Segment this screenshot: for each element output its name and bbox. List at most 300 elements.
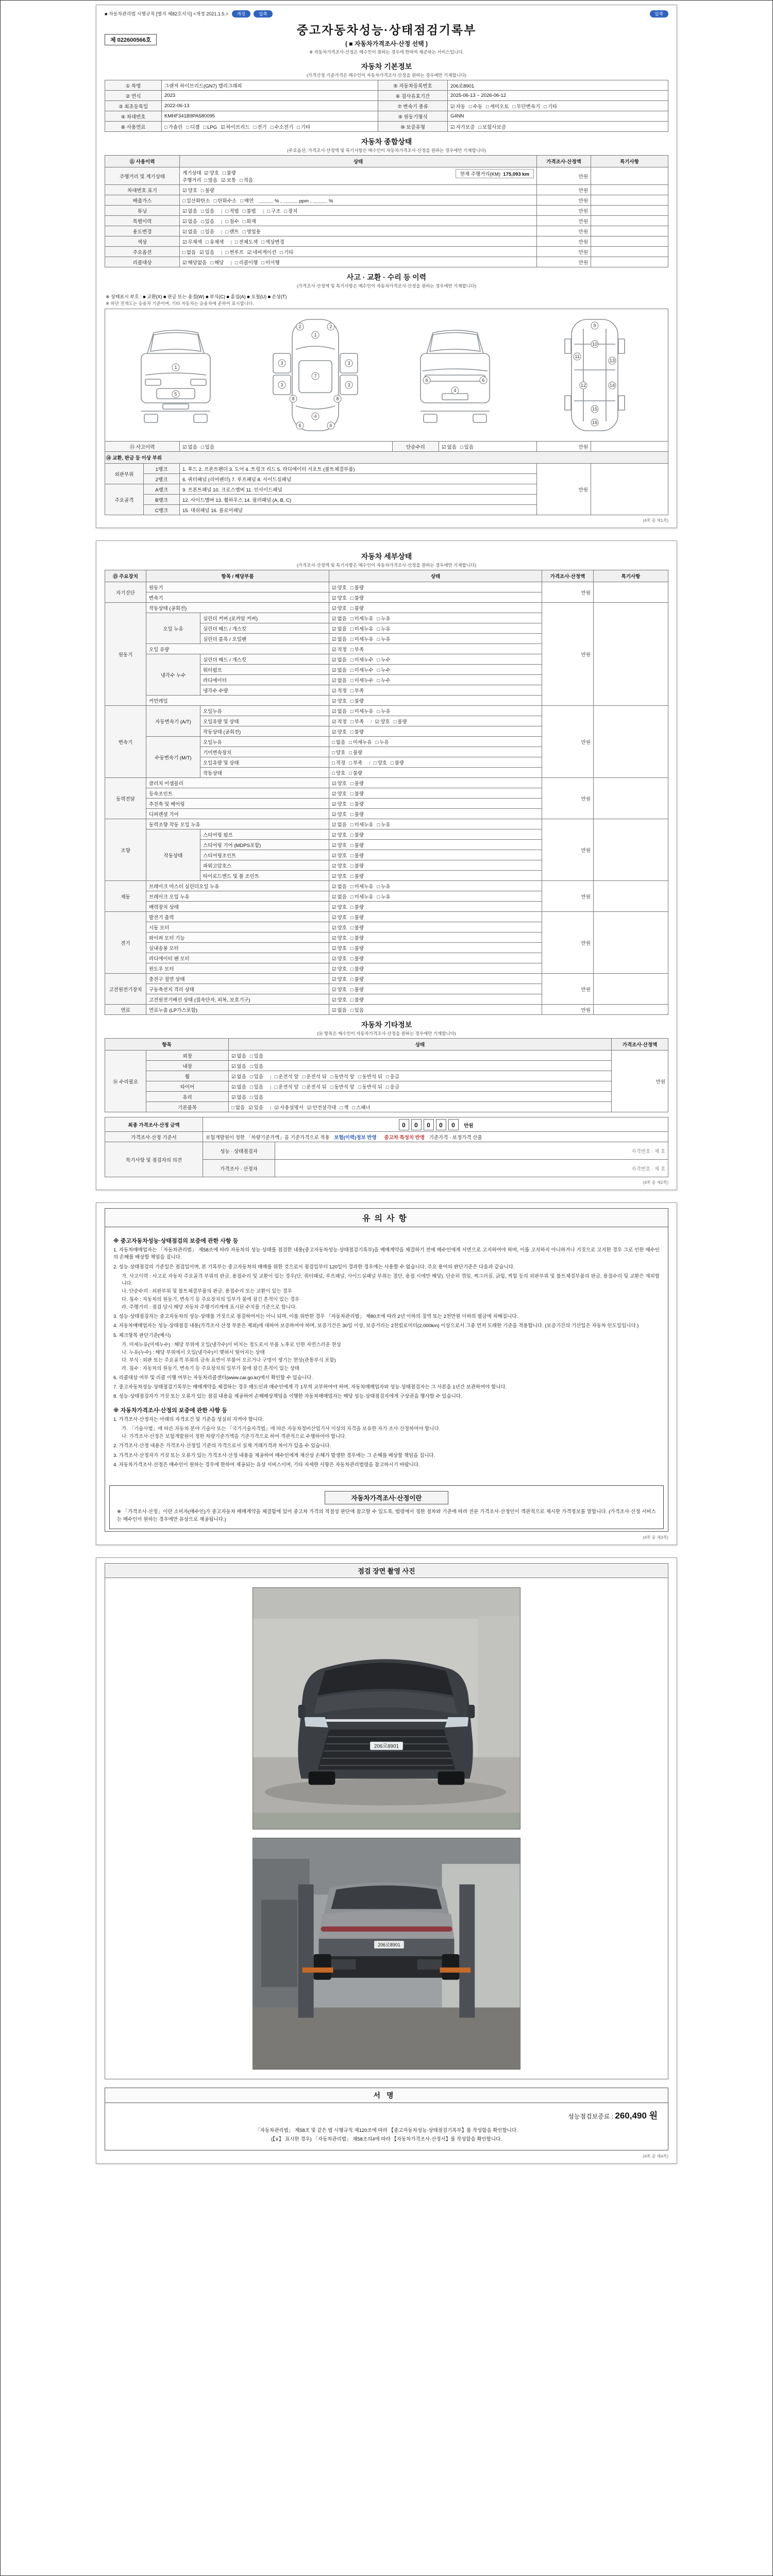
checkbox-icon[interactable]: □	[350, 698, 354, 704]
checkbox-option[interactable]: □ 미세누유	[350, 822, 374, 828]
checkbox-icon[interactable]: □	[350, 842, 354, 849]
checkbox-icon[interactable]: ☑	[332, 616, 337, 622]
checkbox-option[interactable]: ☑ 양호	[332, 853, 347, 859]
checkbox-icon[interactable]: □	[350, 585, 354, 591]
checkbox-icon[interactable]: □	[377, 636, 380, 642]
checkbox-option[interactable]: □ 불량	[350, 966, 364, 972]
checkbox-icon[interactable]: ☑	[231, 1084, 236, 1090]
checkbox-option[interactable]: ☑ 없음	[182, 444, 197, 450]
checkbox-option[interactable]: ☑ 양호	[332, 791, 347, 797]
checkbox-option[interactable]: □ 부족	[350, 688, 364, 694]
checkbox-option[interactable]: □ 미세누수	[350, 667, 374, 673]
checkbox-option[interactable]: ☑ 양호	[332, 811, 347, 818]
checkbox-icon[interactable]: □	[349, 750, 352, 756]
checkbox-option[interactable]: □ 응급	[385, 1084, 400, 1090]
checkbox-icon[interactable]: □	[350, 935, 354, 941]
checkbox-icon[interactable]: □	[349, 760, 352, 766]
checkbox-icon[interactable]: □	[377, 884, 380, 890]
checkbox-icon[interactable]: ☑	[332, 626, 337, 632]
checkbox-option[interactable]: □ 스패너	[352, 1105, 371, 1111]
checkbox-option[interactable]: ☑ 양호	[332, 904, 347, 910]
checkbox-icon[interactable]: □	[267, 208, 270, 214]
checkbox-option[interactable]: ☑ 양호	[332, 945, 347, 952]
checkbox-icon[interactable]: □	[225, 229, 229, 235]
checkbox-option[interactable]: □ 누유	[377, 884, 391, 890]
checkbox-option[interactable]: □ 장치	[284, 208, 298, 214]
checkbox-option[interactable]: ☑ 있음	[199, 249, 214, 256]
checkbox-icon[interactable]: □	[350, 966, 354, 972]
checkbox-icon[interactable]: □	[200, 218, 204, 225]
checkbox-option[interactable]: □ 동반석 뒤	[358, 1084, 382, 1090]
checkbox-icon[interactable]: □	[350, 873, 354, 879]
pill-button-2[interactable]: 앞쪽	[254, 10, 272, 18]
checkbox-option[interactable]: □ 불량	[350, 729, 364, 735]
checkbox-option[interactable]: □ 미세누수	[350, 657, 374, 663]
checkbox-option[interactable]: □ 불법	[242, 208, 256, 214]
checkbox-option[interactable]: ☑ 없음	[332, 894, 347, 900]
checkbox-icon[interactable]: □	[350, 626, 354, 632]
checkbox-icon[interactable]: ☑	[332, 976, 337, 982]
checkbox-option[interactable]: □ 운전석 앞	[274, 1084, 299, 1090]
checkbox-option[interactable]: □ 미세누유	[350, 616, 374, 622]
checkbox-icon[interactable]: ☑	[332, 677, 337, 684]
checkbox-option[interactable]: ☑ 양호	[332, 935, 347, 941]
checkbox-icon[interactable]: □	[261, 260, 265, 266]
checkbox-icon[interactable]: ☑	[221, 177, 226, 183]
checkbox-icon[interactable]: □	[231, 1105, 234, 1111]
checkbox-option[interactable]: □ 불량	[350, 791, 364, 797]
checkbox-option[interactable]: ☑ 적정	[332, 647, 347, 653]
checkbox-icon[interactable]: □	[350, 595, 354, 601]
checkbox-icon[interactable]: □	[182, 198, 186, 204]
checkbox-icon[interactable]: □	[350, 925, 354, 931]
checkbox-option[interactable]: □ 전체도색	[234, 239, 258, 245]
checkbox-option[interactable]: □ 불량	[350, 945, 364, 952]
checkbox-icon[interactable]: ☑	[332, 925, 337, 931]
checkbox-icon[interactable]: ☑	[231, 1053, 236, 1059]
checkbox-icon[interactable]: ☑	[450, 104, 455, 110]
checkbox-icon[interactable]: □	[261, 239, 265, 245]
checkbox-option[interactable]: □ 불량	[350, 956, 364, 962]
checkbox-option[interactable]: □ 운전석 뒤	[302, 1084, 327, 1090]
checkbox-icon[interactable]: □	[280, 249, 283, 256]
checkbox-icon[interactable]: □	[332, 739, 335, 745]
checkbox-option[interactable]: □ 미이행	[261, 260, 280, 266]
checkbox-option[interactable]: □ 불량	[350, 605, 364, 612]
checkbox-icon[interactable]: □	[249, 1084, 253, 1090]
checkbox-icon[interactable]: ☑	[332, 1007, 337, 1013]
checkbox-option[interactable]: □ 매연	[240, 198, 254, 204]
checkbox-option[interactable]: □ 누유	[377, 626, 391, 632]
checkbox-option[interactable]: ☑ 양호	[332, 729, 347, 735]
checkbox-icon[interactable]: □	[330, 1074, 333, 1080]
checkbox-option[interactable]: □ 영업용	[242, 229, 261, 235]
checkbox-icon[interactable]: □	[350, 976, 354, 982]
checkbox-icon[interactable]: ☑	[332, 904, 337, 910]
checkbox-option[interactable]: □ 불량	[350, 595, 364, 601]
checkbox-option[interactable]: ☑ 자가보증	[450, 124, 475, 130]
checkbox-option[interactable]: □ 있음	[249, 1053, 264, 1059]
checkbox-option[interactable]: □ 응급	[385, 1074, 400, 1080]
checkbox-icon[interactable]: □	[186, 124, 190, 130]
checkbox-icon[interactable]: □	[350, 1007, 354, 1013]
checkbox-icon[interactable]: ☑	[247, 249, 252, 256]
checkbox-option[interactable]: □ 없음	[332, 739, 346, 745]
checkbox-option[interactable]: □ 불량	[350, 811, 364, 818]
checkbox-option[interactable]: □ 불량	[350, 997, 364, 1003]
checkbox-icon[interactable]: □	[297, 124, 300, 130]
checkbox-option[interactable]: ☑ 없음	[332, 677, 347, 684]
checkbox-option[interactable]: □ 불량	[350, 863, 364, 869]
checkbox-icon[interactable]: □	[200, 188, 204, 194]
checkbox-option[interactable]: □ 화재	[242, 218, 256, 225]
checkbox-icon[interactable]: □	[225, 249, 229, 256]
checkbox-icon[interactable]: ☑	[332, 781, 337, 787]
checkbox-option[interactable]: ☑ 하이브리드	[221, 124, 250, 130]
checkbox-icon[interactable]: □	[349, 739, 352, 745]
checkbox-option[interactable]: ☑ 없음	[231, 1084, 246, 1090]
checkbox-icon[interactable]: □	[350, 945, 354, 952]
checkbox-icon[interactable]: □	[350, 863, 354, 869]
checkbox-option[interactable]: ☑ 양호	[332, 873, 347, 879]
checkbox-icon[interactable]: □	[486, 104, 489, 110]
checkbox-option[interactable]: ☑ 양호	[332, 976, 347, 982]
checkbox-option[interactable]: ☑ 있음	[248, 1105, 264, 1111]
checkbox-option[interactable]: □ 불량	[349, 750, 363, 756]
checkbox-option[interactable]: □ 누수	[377, 667, 391, 673]
checkbox-option[interactable]: □ 운전석 뒤	[302, 1074, 327, 1080]
checkbox-icon[interactable]: □	[242, 208, 246, 214]
checkbox-option[interactable]: □ 있음	[249, 1094, 264, 1100]
checkbox-icon[interactable]: □	[350, 832, 354, 838]
checkbox-icon[interactable]: □	[350, 719, 354, 725]
checkbox-icon[interactable]: □	[350, 914, 354, 921]
checkbox-option[interactable]: ☑ 없음	[332, 626, 347, 632]
checkbox-icon[interactable]: ☑	[332, 688, 337, 694]
checkbox-option[interactable]: □ 수소전기	[270, 124, 294, 130]
checkbox-option[interactable]: □ 미세누유	[350, 636, 374, 642]
checkbox-option[interactable]: □ 누유	[377, 894, 391, 900]
checkbox-option[interactable]: □ 미세누유	[349, 739, 372, 745]
checkbox-option[interactable]: □ 불량	[222, 170, 236, 176]
checkbox-icon[interactable]: □	[350, 647, 354, 653]
checkbox-icon[interactable]: □	[377, 616, 380, 622]
checkbox-option[interactable]: ☑ 양호	[332, 595, 347, 601]
checkbox-icon[interactable]: □	[206, 239, 209, 245]
checkbox-icon[interactable]: ☑	[332, 997, 337, 1003]
checkbox-icon[interactable]: ☑	[204, 170, 209, 176]
checkbox-icon[interactable]: ☑	[332, 605, 337, 612]
checkbox-icon[interactable]: ☑	[182, 229, 187, 235]
checkbox-option[interactable]: □ 렌트	[225, 229, 239, 235]
checkbox-icon[interactable]: □	[274, 1074, 278, 1080]
checkbox-icon[interactable]: ☑	[332, 708, 337, 715]
checkbox-option[interactable]: □ 불량	[350, 904, 364, 910]
checkbox-option[interactable]: □ 적법	[225, 208, 239, 214]
checkbox-icon[interactable]: □	[375, 739, 379, 745]
checkbox-option[interactable]: □ 누유	[377, 708, 391, 715]
checkbox-option[interactable]: ☑ 네비게이션	[247, 249, 277, 256]
checkbox-icon[interactable]: □	[270, 124, 274, 130]
checkbox-option[interactable]: □ 침수	[225, 218, 239, 225]
checkbox-option[interactable]: ☑ 양호	[182, 188, 197, 194]
checkbox-icon[interactable]: □	[358, 1074, 361, 1080]
checkbox-icon[interactable]: □	[377, 894, 380, 900]
checkbox-option[interactable]: □ 누유	[377, 636, 391, 642]
checkbox-icon[interactable]: ☑	[182, 260, 187, 266]
checkbox-option[interactable]: □ 부족	[350, 719, 364, 725]
checkbox-option[interactable]: ☑ 양호	[332, 914, 347, 921]
checkbox-icon[interactable]: ☑	[307, 1105, 312, 1111]
checkbox-option[interactable]: ☑ 적정	[332, 719, 347, 725]
checkbox-icon[interactable]: □	[340, 1105, 343, 1111]
checkbox-option[interactable]: ☑ 안전삼각대	[307, 1105, 337, 1111]
checkbox-option[interactable]: □ 해당	[210, 260, 224, 266]
checkbox-option[interactable]: ☑ 없음	[332, 708, 347, 715]
checkbox-option[interactable]: ☑ 적정	[332, 688, 347, 694]
checkbox-icon[interactable]: □	[377, 667, 380, 673]
checkbox-option[interactable]: □ 불량	[349, 770, 363, 776]
checkbox-icon[interactable]: □	[350, 801, 354, 807]
checkbox-option[interactable]: ☑ 없음	[442, 444, 457, 450]
checkbox-option[interactable]: □ 구조	[267, 208, 281, 214]
checkbox-icon[interactable]: ☑	[332, 657, 337, 663]
checkbox-icon[interactable]: ☑	[332, 914, 337, 921]
checkbox-icon[interactable]: □	[377, 822, 380, 828]
checkbox-option[interactable]: □ 불량	[350, 935, 364, 941]
checkbox-option[interactable]: □ 불량	[350, 832, 364, 838]
checkbox-option[interactable]: ☑ 없음	[231, 1074, 246, 1080]
checkbox-icon[interactable]: ☑	[332, 791, 337, 797]
checkbox-option[interactable]: ☑ 없음	[231, 1053, 246, 1059]
checkbox-icon[interactable]: ☑	[332, 842, 337, 849]
checkbox-option[interactable]: □ 있음	[200, 218, 214, 225]
checkbox-icon[interactable]: □	[350, 894, 354, 900]
checkbox-icon[interactable]: □	[350, 791, 354, 797]
checkbox-icon[interactable]: ☑	[248, 1105, 253, 1111]
checkbox-option[interactable]: □ 불량	[390, 760, 405, 766]
checkbox-option[interactable]: ☑ 양호	[332, 801, 347, 807]
checkbox-option[interactable]: □ 적음	[240, 177, 254, 183]
checkbox-icon[interactable]: ☑	[199, 249, 204, 256]
checkbox-option[interactable]: □ 불량	[350, 914, 364, 921]
checkbox-option[interactable]: □ LPG	[203, 124, 217, 130]
checkbox-icon[interactable]: □	[242, 218, 246, 225]
checkbox-icon[interactable]: ☑	[231, 1063, 236, 1070]
checkbox-option[interactable]: ☑ 없음	[231, 1063, 246, 1070]
checkbox-option[interactable]: □ 양호	[332, 750, 346, 756]
checkbox-option[interactable]: □ 있음	[200, 229, 214, 235]
checkbox-option[interactable]: □ 불량	[350, 873, 364, 879]
checkbox-option[interactable]: □ 무단변속기	[512, 104, 541, 110]
checkbox-option[interactable]: □ 기타	[544, 104, 558, 110]
checkbox-icon[interactable]: □	[234, 260, 238, 266]
checkbox-option[interactable]: ☑ 보통	[221, 177, 236, 183]
checkbox-option[interactable]: □ 색상변경	[261, 239, 284, 245]
checkbox-icon[interactable]: ☑	[332, 719, 337, 725]
checkbox-option[interactable]: □ 불량	[200, 188, 214, 194]
checkbox-icon[interactable]: □	[213, 198, 217, 204]
checkbox-icon[interactable]: ☑	[332, 832, 337, 838]
checkbox-option[interactable]: □ 불량	[393, 719, 407, 725]
checkbox-option[interactable]: □ 있음	[249, 1063, 264, 1070]
checkbox-option[interactable]: □ 양호	[373, 760, 387, 766]
checkbox-option[interactable]: ☑ 양호	[332, 698, 347, 704]
checkbox-icon[interactable]: □	[332, 760, 335, 766]
checkbox-option[interactable]: □ 있음	[200, 444, 214, 450]
checkbox-icon[interactable]: ☑	[182, 239, 187, 245]
checkbox-option[interactable]: ☑ 사용설명서	[274, 1105, 304, 1111]
checkbox-option[interactable]: ☑ 없음	[231, 1094, 246, 1100]
checkbox-icon[interactable]: ☑	[442, 444, 446, 450]
checkbox-icon[interactable]: □	[468, 104, 472, 110]
checkbox-option[interactable]: □ 있음	[249, 1084, 264, 1090]
checkbox-option[interactable]: □ 미세누유	[350, 708, 374, 715]
checkbox-option[interactable]: □ 썬루프	[225, 249, 244, 256]
checkbox-icon[interactable]: □	[350, 884, 354, 890]
checkbox-option[interactable]: □ 불량	[350, 842, 364, 849]
checkbox-option[interactable]: ☑ 없음	[182, 208, 197, 214]
checkbox-icon[interactable]: ☑	[332, 585, 337, 591]
checkbox-option[interactable]: □ 탄화수소	[213, 198, 237, 204]
checkbox-icon[interactable]: □	[200, 444, 204, 450]
checkbox-option[interactable]: □ 동반석 뒤	[358, 1074, 382, 1080]
checkbox-icon[interactable]: □	[385, 1084, 389, 1090]
pill-button-1[interactable]: 개정	[232, 10, 250, 18]
checkbox-icon[interactable]: □	[242, 229, 246, 235]
checkbox-icon[interactable]: □	[350, 657, 354, 663]
checkbox-icon[interactable]: ☑	[332, 873, 337, 879]
checkbox-option[interactable]: □ 동반석 앞	[330, 1074, 355, 1080]
checkbox-icon[interactable]: □	[253, 124, 257, 130]
checkbox-icon[interactable]: □	[350, 729, 354, 735]
checkbox-icon[interactable]: □	[512, 104, 516, 110]
checkbox-option[interactable]: □ 잭	[340, 1105, 349, 1111]
checkbox-icon[interactable]: □	[164, 124, 167, 130]
checkbox-icon[interactable]: ☑	[332, 987, 337, 993]
checkbox-option[interactable]: ☑ 무채색	[182, 239, 203, 245]
checkbox-icon[interactable]: ☑	[332, 863, 337, 869]
checkbox-icon[interactable]: □	[350, 997, 354, 1003]
checkbox-icon[interactable]: ☑	[231, 1074, 236, 1080]
checkbox-icon[interactable]: □	[332, 770, 335, 776]
checkbox-option[interactable]: ☑ 양호	[332, 585, 347, 591]
checkbox-icon[interactable]: ☑	[182, 188, 187, 194]
checkbox-option[interactable]: □ 미세누유	[350, 884, 374, 890]
checkbox-option[interactable]: ☑ 없음	[332, 1007, 347, 1013]
checkbox-option[interactable]: □ 불량	[350, 585, 364, 591]
checkbox-option[interactable]: □ 불량	[350, 698, 364, 704]
checkbox-option[interactable]: □ 누수	[377, 657, 391, 663]
checkbox-icon[interactable]: □	[249, 1053, 253, 1059]
checkbox-option[interactable]: □ 부족	[349, 760, 363, 766]
checkbox-icon[interactable]: □	[332, 750, 335, 756]
checkbox-icon[interactable]: □	[234, 239, 238, 245]
checkbox-icon[interactable]: □	[204, 177, 207, 183]
checkbox-icon[interactable]: □	[249, 1063, 253, 1070]
checkbox-option[interactable]: ☑ 양호	[332, 956, 347, 962]
checkbox-icon[interactable]: □	[350, 853, 354, 859]
checkbox-icon[interactable]: ☑	[182, 444, 187, 450]
checkbox-icon[interactable]: □	[249, 1074, 253, 1080]
checkbox-option[interactable]: □ 미세누유	[350, 626, 374, 632]
checkbox-option[interactable]: ☑ 양호	[332, 997, 347, 1003]
checkbox-option[interactable]: □ 세미오토	[486, 104, 509, 110]
checkbox-icon[interactable]: □	[182, 249, 186, 256]
checkbox-icon[interactable]: □	[284, 208, 288, 214]
checkbox-icon[interactable]: □	[200, 208, 204, 214]
checkbox-option[interactable]: □ 없음	[231, 1105, 245, 1111]
checkbox-icon[interactable]: □	[377, 677, 380, 684]
checkbox-icon[interactable]: □	[390, 760, 394, 766]
checkbox-icon[interactable]: □	[352, 1105, 356, 1111]
checkbox-option[interactable]: □ 가솔린	[164, 124, 183, 130]
checkbox-icon[interactable]: ☑	[332, 853, 337, 859]
checkbox-option[interactable]: □ 전기	[253, 124, 267, 130]
checkbox-option[interactable]: ☑ 양호	[332, 842, 347, 849]
checkbox-option[interactable]: ☑ 해당없음	[182, 260, 207, 266]
checkbox-option[interactable]: □ 불량	[350, 987, 364, 993]
checkbox-icon[interactable]: □	[350, 987, 354, 993]
checkbox-icon[interactable]: ☑	[332, 698, 337, 704]
checkbox-icon[interactable]: □	[460, 444, 463, 450]
checkbox-icon[interactable]: ☑	[332, 822, 337, 828]
checkbox-icon[interactable]: ☑	[332, 667, 337, 673]
checkbox-option[interactable]: □ 미세누유	[350, 894, 374, 900]
checkbox-option[interactable]: □ 불량	[350, 925, 364, 931]
checkbox-icon[interactable]: □	[385, 1074, 389, 1080]
checkbox-icon[interactable]: □	[210, 260, 213, 266]
checkbox-option[interactable]: □ 없음	[182, 249, 196, 256]
checkbox-icon[interactable]: □	[302, 1084, 306, 1090]
checkbox-icon[interactable]: □	[350, 781, 354, 787]
checkbox-icon[interactable]: □	[350, 605, 354, 612]
checkbox-icon[interactable]: ☑	[332, 894, 337, 900]
checkbox-option[interactable]: □ 디젤	[186, 124, 200, 130]
checkbox-icon[interactable]: □	[350, 904, 354, 910]
checkbox-option[interactable]: □ 불량	[350, 801, 364, 807]
checkbox-option[interactable]: □ 양호	[332, 770, 346, 776]
checkbox-option[interactable]: □ 있음	[249, 1074, 264, 1080]
checkbox-option[interactable]: ☑ 양호	[332, 925, 347, 931]
checkbox-option[interactable]: □ 기타	[280, 249, 294, 256]
checkbox-icon[interactable]: □	[350, 956, 354, 962]
checkbox-icon[interactable]: □	[330, 1084, 333, 1090]
checkbox-icon[interactable]: □	[544, 104, 547, 110]
checkbox-icon[interactable]: □	[358, 1084, 361, 1090]
checkbox-icon[interactable]: ☑	[274, 1105, 279, 1111]
checkbox-icon[interactable]: □	[377, 657, 380, 663]
checkbox-option[interactable]: □ 누유	[377, 822, 391, 828]
checkbox-icon[interactable]: ☑	[231, 1094, 236, 1100]
checkbox-option[interactable]: □ 미세누수	[350, 677, 374, 684]
checkbox-icon[interactable]: □	[222, 170, 226, 176]
checkbox-icon[interactable]: □	[350, 667, 354, 673]
checkbox-option[interactable]: ☑ 양호	[332, 966, 347, 972]
checkbox-icon[interactable]: □	[203, 124, 207, 130]
checkbox-option[interactable]: ☑ 양호	[332, 605, 347, 612]
checkbox-icon[interactable]: □	[200, 229, 204, 235]
checkbox-option[interactable]: □ 불량	[350, 781, 364, 787]
checkbox-icon[interactable]: □	[274, 1084, 278, 1090]
checkbox-icon[interactable]: ☑	[332, 636, 337, 642]
checkbox-icon[interactable]: ☑	[182, 208, 187, 214]
checkbox-option[interactable]: □ 운전석 앞	[274, 1074, 299, 1080]
checkbox-icon[interactable]: □	[240, 177, 243, 183]
checkbox-option[interactable]: ☑ 양호	[204, 170, 219, 176]
checkbox-option[interactable]: □ 수동	[468, 104, 482, 110]
checkbox-icon[interactable]: □	[249, 1094, 253, 1100]
